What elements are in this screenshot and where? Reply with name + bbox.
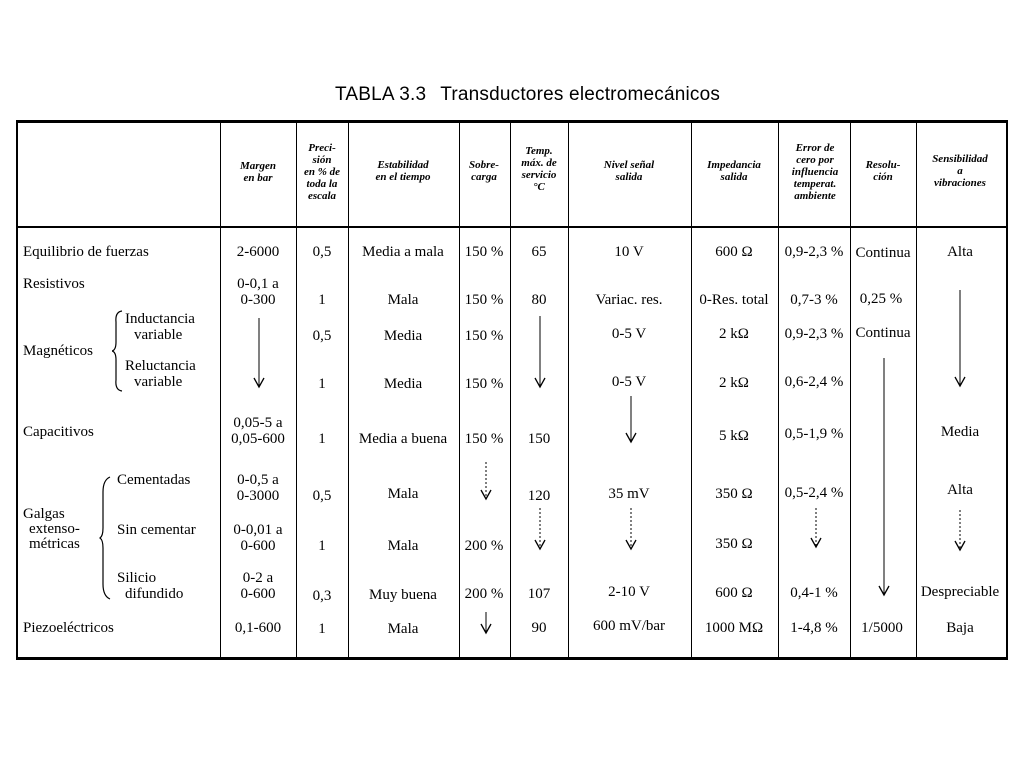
row-inductancia-nivel: 0-5 V [611,326,647,342]
row-silicio-margen-line: 0-2 a [242,570,274,586]
group-galgas-line: Galgas [23,506,65,522]
header-precision-line: toda la [306,178,338,190]
row-capacitivos-temp: 150 [527,431,551,447]
row-equilibrio-impedancia: 600 Ω [715,244,753,260]
row-silicio-precision: 0,3 [312,588,332,604]
row-equilibrio-resolucion: Continua [855,245,911,261]
row-sincementar-margen-line: 0-0,01 a [233,522,283,538]
header-error-line: ambiente [794,190,836,202]
row-reluctancia-sobrecarga: 150 % [464,376,504,392]
row-resistivos-error: 0,7-3 % [790,292,838,308]
row-inductancia-name-line: Inductancia [125,311,195,327]
row-reluctancia-precision: 1 [318,376,326,392]
header-temp-line: máx. de [521,157,557,169]
row-equilibrio-precision: 0,5 [312,244,332,260]
row-cementadas-error: 0,5-2,4 % [784,485,844,501]
row-resistivos-temp: 80 [531,292,547,308]
row-capacitivos-margen-line: 0,05-600 [231,431,285,447]
down-arrow-icon [535,508,545,549]
row-equilibrio-temp: 65 [531,244,547,260]
row-cementadas-temp: 120 [527,488,551,504]
row-resistivos-margen-line: 0-300 [240,292,276,308]
row-reluctancia-name-line: variable [134,374,183,390]
row-silicio-estabilidad: Muy buena [369,587,437,603]
header-impedancia-line: Impedancia [707,159,761,171]
group-galgas-line: métricas [29,536,80,552]
row-equilibrio-error: 0,9-2,3 % [784,244,844,260]
table-number: TABLA 3.3 [335,84,427,105]
header-error-line: temperat. [793,178,837,190]
row-piezo-margen: 0,1-600 [234,620,282,636]
row-capacitivos-error: 0,5-1,9 % [784,426,844,442]
row-cementadas-sensibilidad: Alta [947,482,973,498]
row-capacitivos-margen-line: 0,05-5 a [233,415,283,431]
down-arrow-icon [481,462,491,499]
header-temp-line: °C [533,181,545,193]
row-silicio-name-line: Silicio [117,570,157,586]
row-capacitivos-sobrecarga: 150 % [464,431,504,447]
row-piezo-name: Piezoeléctricos [23,620,114,636]
header-sobrecarga-line: carga [471,171,497,183]
row-capacitivos-impedancia: 5 kΩ [719,428,749,444]
header-sobrecarga-line: Sobre- [469,159,499,171]
row-cementadas-name: Cementadas [117,472,191,488]
header-temp-line: Temp. [525,145,553,157]
down-arrow-icon [879,358,889,595]
row-inductancia-error: 0,9-2,3 % [784,326,844,342]
header-precision-line: en % de [303,166,341,178]
row-sincementar-margen-line: 0-600 [240,538,276,554]
row-capacitivos-name: Capacitivos [23,424,94,440]
row-silicio-sobrecarga: 200 % [464,586,504,602]
header-resolucion-line: Resolu- [865,159,901,171]
header-precision-line: Preci- [308,142,336,154]
row-sincementar-impedancia: 350 Ω [715,536,753,552]
row-resistivos-sobrecarga: 150 % [464,292,504,308]
row-inductancia-estabilidad: Media [383,328,423,344]
down-arrow-icon [626,508,636,549]
header-resolucion-line: ción [873,171,893,183]
header-impedancia-line: salida [720,171,748,183]
row-resistivos-impedancia: 0-Res. total [699,292,769,308]
row-silicio-sensibilidad: Despreciable [920,584,1000,600]
row-silicio-margen-line: 0-600 [240,586,276,602]
header-precision-line: escala [307,190,337,202]
header-error-line: Error de [795,142,835,154]
row-inductancia-sobrecarga: 150 % [464,328,504,344]
row-resistivos-nivel: Variac. res. [595,292,663,308]
header-nivel-line: Nivel señal [603,159,655,171]
row-cementadas-estabilidad: Mala [387,486,419,502]
row-silicio-error: 0,4-1 % [790,585,838,601]
row-piezo-sensibilidad: Baja [946,620,974,636]
row-equilibrio-margen: 2-6000 [236,244,280,260]
row-equilibrio-sensibilidad: Alta [947,244,973,260]
down-arrow-icon [626,396,636,442]
row-piezo-precision: 1 [318,621,326,637]
row-inductancia-name-line: variable [134,327,183,343]
down-arrow-icon [481,612,491,633]
row-silicio-impedancia: 600 Ω [715,585,753,601]
header-nivel-line: salida [615,171,643,183]
header-estabilidad-line: en el tiempo [375,171,431,183]
row-resistivos-name: Resistivos [23,276,85,292]
header-sensibilidad-line: Sensibilidad [932,153,988,165]
row-cementadas-margen-line: 0-3000 [236,488,280,504]
group-magneticos-label: Magnéticos [23,343,93,359]
down-arrow-icon [254,318,264,387]
row-capacitivos-estabilidad: Media a buena [358,431,448,447]
row-capacitivos-sensibilidad: Media [940,424,980,440]
header-sensibilidad-line: a [957,165,963,177]
row-cementadas-nivel: 35 mV [608,486,650,502]
row-equilibrio-sobrecarga: 150 % [464,244,504,260]
table-caption: Transductores electromecánicos [440,84,721,105]
row-reluctancia-estabilidad: Media [383,376,423,392]
row-reluctancia-impedancia: 2 kΩ [719,375,749,391]
header-temp-line: servicio [521,169,557,181]
header-estabilidad-line: Estabilidad [377,159,429,171]
row-silicio-name-line: difundido [125,586,184,602]
down-arrow-icon [535,316,545,387]
row-silicio-nivel: 2-10 V [608,584,650,600]
down-arrow-icon [811,508,821,547]
header-precision-line: sión [312,154,332,166]
header-error-line: cero por [796,154,834,166]
row-resistivos-margen-line: 0-0,1 a [237,276,279,292]
row-reluctancia-name-line: Reluctancia [125,358,196,374]
row-resistivos-resolucion: 0,25 % [859,291,903,307]
row-equilibrio-estabilidad: Media a mala [362,244,444,260]
row-sincementar-precision: 1 [318,538,326,554]
row-resistivos-estabilidad: Mala [387,292,419,308]
row-piezo-resolucion: 1/5000 [861,620,903,636]
header-sensibilidad-line: vibraciones [934,177,986,189]
row-reluctancia-nivel: 0-5 V [611,374,647,390]
row-piezo-estabilidad: Mala [387,621,419,637]
down-arrow-icon [955,290,965,386]
row-reluctancia-error: 0,6-2,4 % [784,374,844,390]
row-silicio-temp: 107 [527,586,551,602]
row-sincementar-estabilidad: Mala [387,538,419,554]
header-margen-line: en bar [243,172,273,184]
row-sincementar-sobrecarga: 200 % [464,538,504,554]
row-piezo-nivel: 600 mV/bar [592,618,666,634]
row-capacitivos-precision: 1 [318,431,326,447]
row-equilibrio-nivel: 10 V [614,244,644,260]
row-equilibrio-name: Equilibrio de fuerzas [23,244,149,260]
down-arrow-icon [955,510,965,550]
row-inductancia-precision: 0,5 [312,328,332,344]
row-piezo-impedancia: 1000 MΩ [704,620,764,636]
header-error-line: influencia [791,166,839,178]
header-margen-line: Margen [239,160,277,172]
row-cementadas-precision: 0,5 [312,488,332,504]
row-cementadas-impedancia: 350 Ω [715,486,753,502]
row-piezo-error: 1-4,8 % [790,620,838,636]
row-piezo-temp: 90 [531,620,547,636]
group-galgas-line: extenso- [29,521,80,537]
row-sincementar-name: Sin cementar [117,522,196,538]
row-resistivos-precision: 1 [318,292,326,308]
row-inductancia-resolucion: Continua [855,325,911,341]
row-cementadas-margen-line: 0-0,5 a [237,472,279,488]
row-inductancia-impedancia: 2 kΩ [719,326,749,342]
